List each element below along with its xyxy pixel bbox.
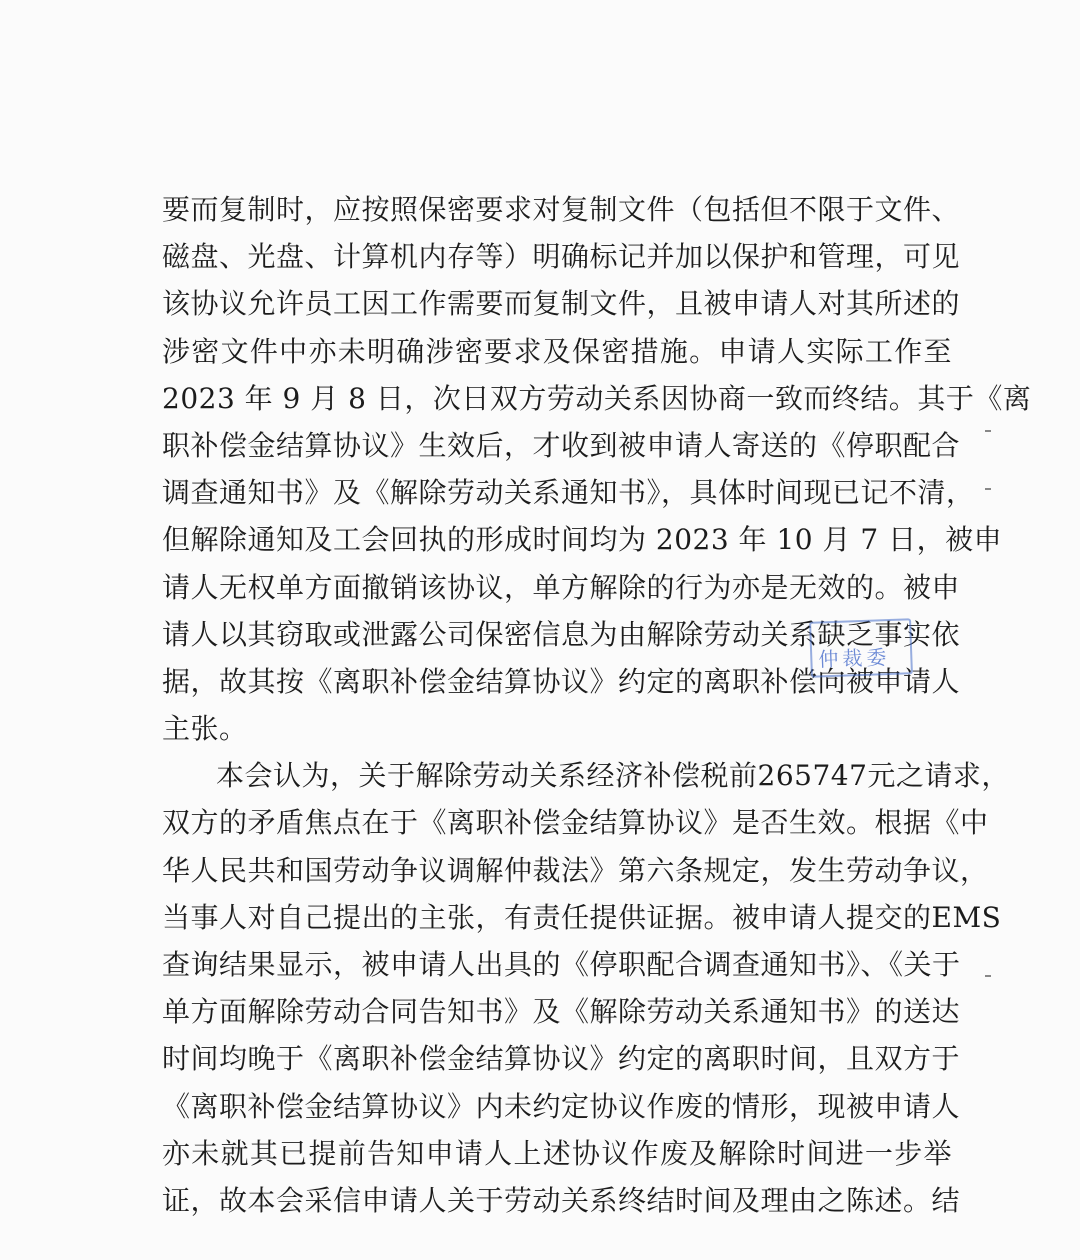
text-line: 该协议允许员工因工作需要而复制文件，且被申请人对其所述的: [162, 287, 961, 321]
text-line: 《离职补偿金结算协议》内未约定协议作废的情形，现被申请人: [162, 1089, 961, 1123]
scan-mark: [985, 430, 991, 432]
scan-mark: [985, 975, 991, 977]
text-line: 但解除通知及工会回执的形成时间均为 2023 年 10 月 7 日，被申: [162, 523, 1003, 557]
text-line: 请人无权单方面撤销该协议，单方解除的行为亦是无效的。被申: [162, 570, 961, 604]
paragraph-start-line: 本会认为，关于解除劳动关系经济补偿税前265747元之请求，: [216, 759, 1010, 793]
text-line: 亦未就其已提前告知申请人上述协议作废及解除时间进一步举: [162, 1136, 952, 1170]
text-line: 职补偿金结算协议》生效后，才收到被申请人寄送的《停职配合: [162, 428, 961, 462]
text-line: 时间均晚于《离职补偿金结算协议》约定的离职时间，且双方于: [162, 1042, 961, 1076]
text-line: 当事人对自己提出的主张，有责任提供证据。被申请人提交的EMS: [162, 900, 1002, 934]
text-line: 查询结果显示，被申请人出具的《停职配合调查通知书》、《关于: [162, 948, 961, 981]
text-line: 涉密文件中亦未明确涉密要求及保密措施。申请人实际工作至: [162, 334, 952, 368]
text-line: 据，故其按《离职补偿金结算协议》约定的离职补偿向被申请人: [162, 664, 961, 698]
stamp-text: 仲裁委: [817, 644, 891, 672]
text-line: 要而复制时，应按照保密要求对复制文件（包括但不限于文件、: [162, 193, 961, 226]
text-line: 华人民共和国劳动争议调解仲裁法》第六条规定，发生劳动争议，: [162, 853, 989, 887]
scan-mark: [985, 488, 991, 490]
text-line: 单方面解除劳动合同告知书》及《解除劳动关系通知书》的送达: [162, 995, 961, 1029]
arbitration-seal-stamp: [809, 618, 913, 678]
text-line: 调查通知书》及《解除劳动关系通知书》，具体时间现已记不清，: [162, 476, 975, 510]
text-line: 双方的矛盾焦点在于《离职补偿金结算协议》是否生效。根据《中: [162, 806, 989, 840]
text-line: 磁盘、光盘、计算机内存等）明确标记并加以保护和管理，可见: [162, 240, 961, 274]
text-line: 2023 年 9 月 8 日，次日双方劳动关系因协商一致而终结。其于《离: [162, 381, 1032, 415]
text-line: 证，故本会采信申请人关于劳动关系终结时间及理由之陈述。结: [162, 1183, 961, 1217]
document-body: [162, 186, 1032, 1224]
text-line: 请人以其窃取或泄露公司保密信息为由解除劳动关系缺乏事实依: [162, 617, 961, 651]
text-line: 主张。: [162, 712, 248, 746]
